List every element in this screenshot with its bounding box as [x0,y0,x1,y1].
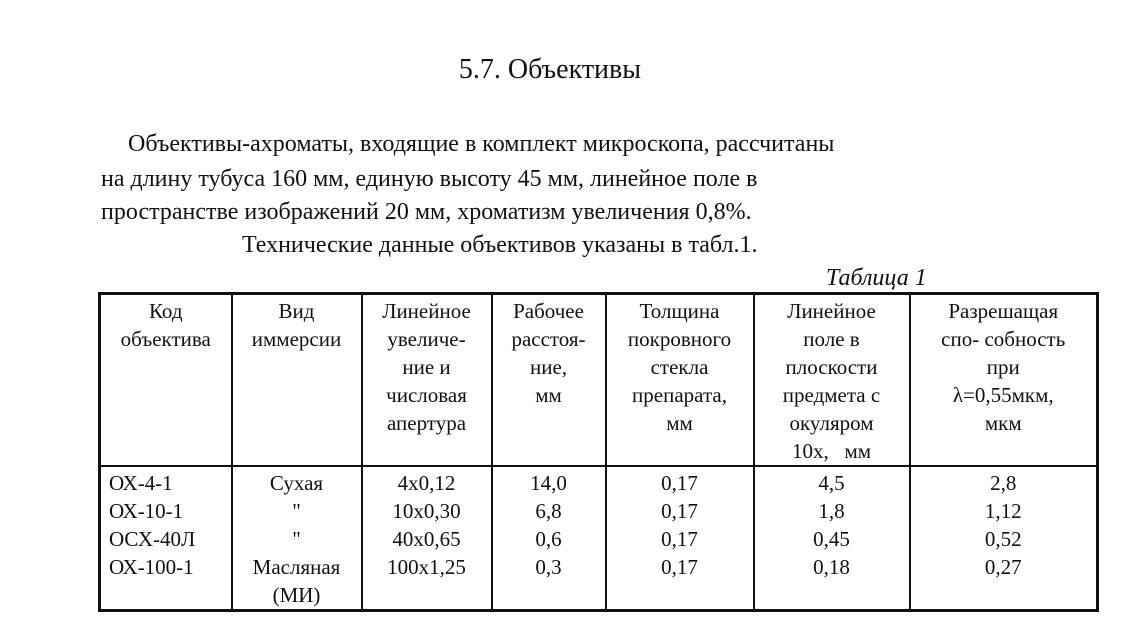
header-text: числовая [386,383,467,407]
table-cell: 0,27 [984,555,1022,579]
header-text: Разрешащая [948,299,1059,323]
header-text: препарата, [632,383,727,407]
header-text: предмета с [782,383,881,407]
table-cell: 0,6 [535,527,562,551]
header-text: спо- собность [941,327,1066,351]
header-text: увеличе- [387,327,466,351]
header-text: плоскости [785,355,878,379]
table-cell: 6,8 [535,499,562,523]
table-cell: ОХ-100-1 [109,555,194,579]
paragraph-line: пространстве изображений 20 мм, хроматизм увеличения 0,8%. [101,199,752,225]
header-text: Линейное [787,299,876,323]
header-immersion [232,294,362,467]
header-text: покровного [627,327,732,351]
column-cover-glass [606,466,754,611]
header-text: Код [148,299,183,323]
header-text: апертура [386,411,467,435]
table-cell: 4х0,12 [397,471,456,495]
table-cell: 4,5 [818,471,845,495]
table-cell: ОХ-10-1 [109,499,184,523]
header-text: Толщина [639,299,720,323]
table-cell: 40х0,65 [392,527,461,551]
table-cell: Масляная [252,555,341,579]
table-cell: 0,45 [813,527,850,551]
table-body-row [100,466,1098,611]
table-cell: 1,12 [984,499,1022,523]
table-cell: 1,8 [818,499,845,523]
header-text: Рабочее [513,299,584,323]
section-heading: 5.7. Объективы [458,54,642,85]
column-code [100,466,232,611]
table-cell: " [292,499,301,523]
header-text: при [986,355,1020,379]
header-cover-glass [606,294,754,467]
column-resolution [910,466,1098,611]
header-text: Линейное [382,299,471,323]
header-text: мкм [984,411,1022,435]
table-cell: 10х0,30 [392,499,461,523]
table-cell: Сухая [269,471,324,495]
header-text: расстоя- [511,327,586,351]
table-cell: ОСХ-40Л [109,527,196,551]
objectives-table [98,292,1099,612]
table-cell: 2,8 [990,471,1017,495]
header-text: мм [666,411,693,435]
header-working-distance [492,294,606,467]
header-magnification [362,294,492,467]
paragraph-line: на длину тубуса 160 мм, единую высоту 45 мм, линейное поле в [101,166,758,192]
table-caption: Таблица 1 [826,265,927,291]
header-text: поле в [803,327,860,351]
column-magnification [362,466,492,611]
table-cell: 0,17 [661,499,698,523]
table-cell: 100х1,25 [387,555,466,579]
header-linear-field [754,294,910,467]
table-cell: 14,0 [530,471,567,495]
table-cell: 0,3 [535,555,562,579]
table-header-row [100,294,1098,467]
table-cell: (МИ) [272,583,321,607]
header-text: ние, [529,355,568,379]
table-cell: 0,52 [984,527,1022,551]
column-working-distance [492,466,606,611]
header-text: Вид [278,299,315,323]
column-immersion [232,466,362,611]
header-code [100,294,232,467]
table-cell: 0,17 [661,555,698,579]
paragraph-line: Технические данные объективов указаны в табл.1. [242,232,758,258]
header-text: 10х, мм [791,439,872,463]
header-resolution [910,294,1098,467]
header-text: мм [535,383,562,407]
header-text: ние и [402,355,451,379]
header-text: λ=0,55мкм, [952,383,1054,407]
table-cell: 0,17 [661,471,698,495]
table-cell: " [292,527,301,551]
header-text: окуляром [789,411,874,435]
header-text: иммерсии [251,327,342,351]
column-linear-field [754,466,910,611]
table-cell: ОХ-4-1 [109,471,173,495]
header-text: объектива [120,327,211,351]
paragraph-line: Объективы-ахроматы, входящие в комплект микроскопа, рассчитаны [128,131,835,157]
table-cell: 0,17 [661,527,698,551]
header-text: стекла [650,355,709,379]
table-cell: 0,18 [813,555,850,579]
